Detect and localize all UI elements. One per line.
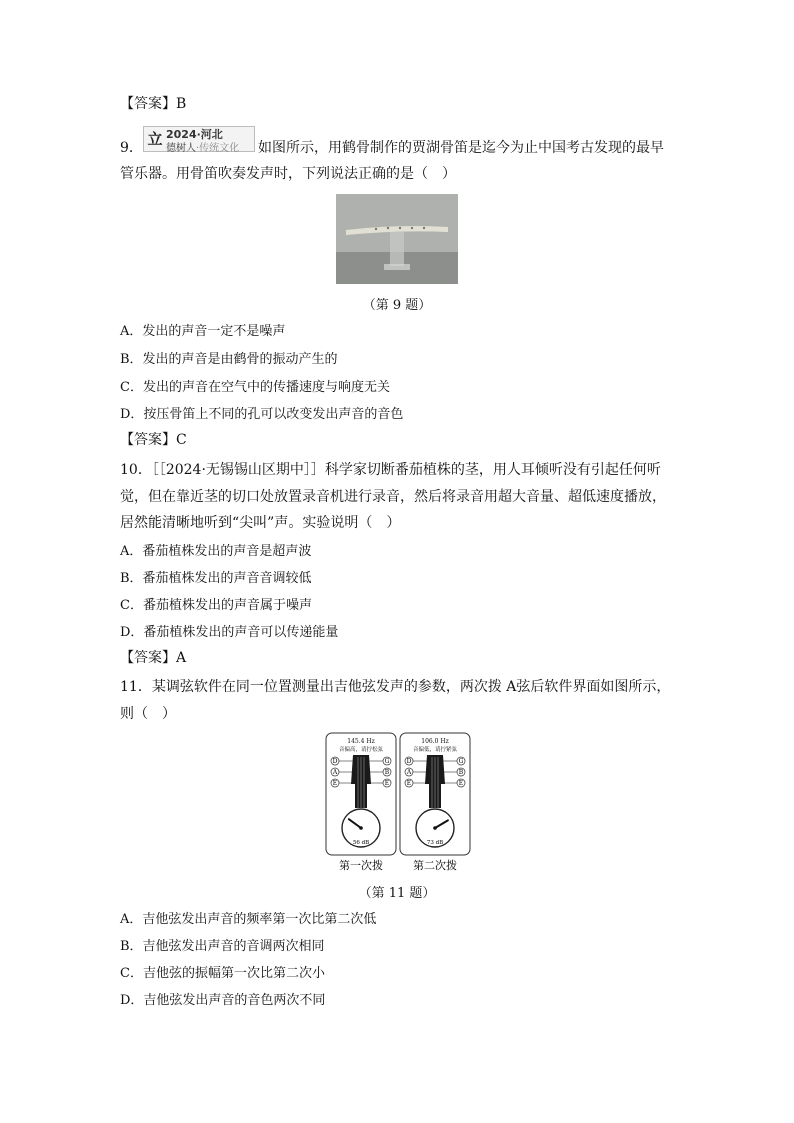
q10-option-c: C．番茄植株发出的声音属于噪声 [120,598,312,613]
answer-label: 【答案】 [120,96,176,112]
q11-option-d: D．吉他弦发出声音的音色两次不同 [120,993,326,1008]
tuner-figure [325,732,471,874]
bone-flute-image [336,194,458,284]
peg-a: A [332,769,338,776]
q9-option-d: D．按压骨笛上不同的孔可以改变发出声音的音色 [120,407,404,422]
hint-first: 音偏高，请拧松弦 [338,747,384,753]
q9-option-b: B．发出的声音是由鹤骨的振动产生的 [120,352,338,367]
peg-b: B [458,769,464,776]
peg-b: B [384,769,390,776]
q11-stem-line1: 11．某调弦软件在同一位置测量出吉他弦发声的参数，两次拨 A弦后软件界面如图所示， [120,679,671,695]
answer-line-q9 [120,430,187,450]
peg-e-low: E [406,780,412,787]
answer-line-q8 [120,94,186,114]
badge-brand: 德树人 [166,143,196,154]
answer-line-q10 [120,648,186,668]
q9-stem-line1: 如图所示，用鹤骨制作的贾湖骨笛是迄今为止中国考古发现的最早 [258,140,664,156]
peg-a: A [406,769,412,776]
answer-label: 【答案】 [120,650,176,666]
q9-caption: （第 9 题） [362,298,432,313]
freq-readout-first: 145.4 Hz [347,738,375,745]
peg-e-low: E [332,780,338,787]
badge-logo: 立 [147,130,163,148]
q11-option-a: A．吉他弦发出声音的频率第一次比第二次低 [120,912,377,927]
peg-g: G [458,758,464,765]
tuner-panel-second [400,733,470,872]
q10-option-d: D．番茄植株发出的声音可以传递能量 [120,625,339,640]
peg-d: D [332,758,338,765]
q10-option-b: B．番茄植株发出的声音音调较低 [120,571,312,586]
peg-e-high: E [458,780,464,787]
q9-number: 9． [120,140,143,156]
label-second-pluck: 第二次拨 [413,859,457,872]
badge-topic [166,139,239,154]
db-readout-second: 73 dB [426,840,444,846]
q11-caption: （第 11 题） [358,886,436,901]
hint-second: 音偏低，请拧紧弦 [412,747,458,753]
q11-stem-line2: 则（ ） [120,706,176,722]
q9-stem-line2: 管乐器。用骨笛吹奏发声时，下列说法正确的是（ ） [120,166,456,182]
peg-g: G [384,758,390,765]
answer-value: A [176,650,187,666]
tuner-panel-first [326,733,396,872]
peg-d: D [406,758,412,765]
badge-year-region: 2024·河北 [166,128,223,141]
peg-e-high: E [384,780,390,787]
q11-option-b: B．吉他弦发出声音的音调两次相同 [120,939,325,954]
q11-option-c: C．吉他弦的振幅第一次比第二次小 [120,966,325,981]
label-first-pluck: 第一次拨 [339,859,383,872]
tuner-figure-svg [325,732,471,874]
q10-stem-line3: 居然能清晰地听到“尖叫”声。实验说明（ ） [120,515,401,531]
badge-topic-text: ·传统文化 [196,143,240,154]
db-readout-first: 56 dB [352,840,370,846]
bone-flute-photo [336,194,458,284]
source-badge [143,126,255,152]
answer-value: B [176,96,187,112]
q10-stem-line2: 觉，但在靠近茎的切口处放置录音机进行录音，然后将录音用超大音量、超低速度播放， [120,489,666,505]
q10-stem-line1: 10．［［2024·无锡锡山区期中］］科学家切断番茄植株的茎，用人耳倾听没有引起任何听 [120,462,661,478]
answer-value: C [176,432,187,448]
freq-readout-second: 106.0 Hz [421,738,449,745]
q10-option-a: A．番茄植株发出的声音是超声波 [120,544,312,559]
q9-option-a: A．发出的声音一定不是噪声 [120,324,286,339]
answer-label: 【答案】 [120,432,176,448]
q9-option-c: C．发出的声音在空气中的传播速度与响度无关 [120,380,390,395]
